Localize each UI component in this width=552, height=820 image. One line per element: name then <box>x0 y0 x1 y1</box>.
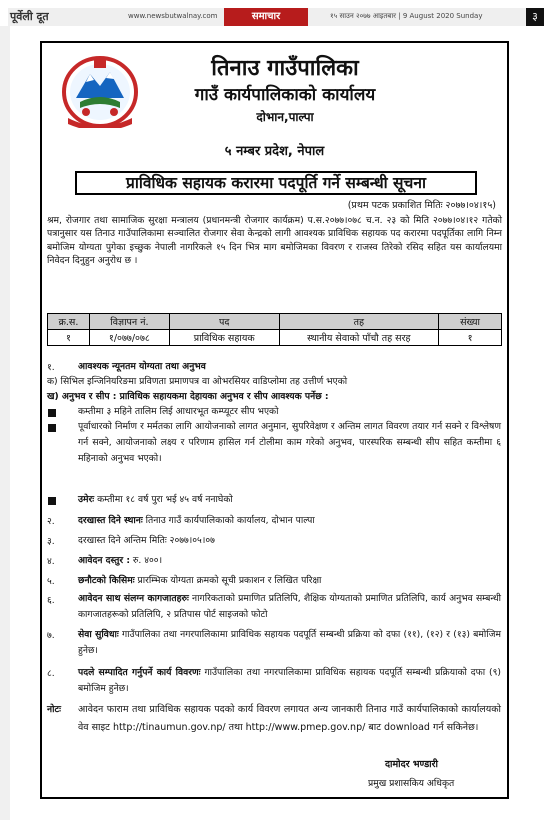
table-cell: १ <box>439 330 502 346</box>
bullet-icon <box>48 409 56 417</box>
office-address: दोभान,पाल्पा <box>256 110 314 124</box>
signatory-title: प्रमुख प्रशासकिय अधिकृत <box>368 778 455 789</box>
newspaper-url: www.newsbutwalnay.com <box>128 12 218 20</box>
item-number: ४. <box>47 556 55 567</box>
age-requirement: उमेरः कम्तीमा १८ वर्ष पुरा भई ४५ वर्ष ननाघेको <box>78 494 233 505</box>
qualification-heading: आवश्यक न्यूनतम योग्यता तथा अनुभव <box>78 361 206 372</box>
issue-date: १५ साउन २०७७ आइतबार | 9 August 2020 Sunday <box>330 12 483 20</box>
page-gutter <box>0 26 10 820</box>
skill-bullet-2: पूर्वाधारको निर्माण र मर्मतका लागि आयोजनाको लागत अनुमान, सुपरिवेक्षण र अन्तिम लागत विवरण तयार गर्न सक्ने र विश्लेषण गर्न सक्ने, आयोजनाको लक्ष्य र परिणाम हासिल गर्न टोलीमा काम गरेको अनुभव, पारस्परिक सम्बन्धी सीप सहित कम्तीमा ६ महिनाको अनुभव भएको। <box>78 421 501 464</box>
bullet-icon <box>48 497 56 505</box>
job-description: पदले सम्पादित गर्नुपर्ने कार्य विवरणः गाउँपालिका तथा नगरपालिकामा प्राविधिक सहायक पदपूर्ति सम्बन्धी प्रक्रियाको दफा (९) बमोजिम हुनेछ। <box>78 667 501 694</box>
table-header-cell: पद <box>169 314 279 330</box>
item-number: ६. <box>47 595 55 606</box>
item-number: ८. <box>47 668 55 679</box>
table-cell: स्थानीय सेवाको पाँचौ तह सरह <box>279 330 439 346</box>
page-number: ३ <box>526 8 544 26</box>
newspaper-logo: पूर्वेली दूत <box>10 10 49 23</box>
table-header-cell: संख्या <box>439 314 502 330</box>
vacancy-table <box>47 313 502 346</box>
newspaper-header-bar <box>8 8 544 26</box>
table-header-cell: क्र.स. <box>48 314 90 330</box>
table-header-cell: विज्ञापन नं. <box>89 314 169 330</box>
nepal-emblem-icon <box>62 52 138 128</box>
publication-date: (प्रथम पटक प्रकाशित मितिः २०७७।०४।१५) <box>347 200 496 211</box>
table-row <box>48 330 502 346</box>
qualification-ka: क) सिभिल इन्जिनियरिङमा प्रविणता प्रमाणपत्र वा ओभरसियर वाडिप्लोमा तह उत्तीर्ण भएको <box>47 376 348 387</box>
service-facilities: सेवा सुविधाः गाउँपालिका तथा नगरपालिकामा प्राविधिक सहायक पदपूर्ति सम्बन्धी प्रक्रिया को दफा (११), (१२) र (१३) बमोजिम हुनेछ। <box>78 629 501 656</box>
item-number: १. <box>47 362 55 373</box>
required-documents: आवेदन साथ संलग्न कागजातहरुः नागरिकताको प्रमाणित प्रतिलिपि, शैक्षिक योग्यताको प्रमाणित प्रतिलिपि, कार्य अनुभव सम्बन्धी कागजातहरूको प्रतिलिपि, २ प्रतिपास पोर्ट साइजको फोटो <box>78 593 501 620</box>
qualification-kha: ख) अनुभव र सीप : प्राविधिक सहायकमा देहायका अनुभव र सीप आवश्यक पर्नेछ : <box>47 391 329 402</box>
table-cell: प्राविधिक सहायक <box>169 330 279 346</box>
item-number: ३. <box>47 536 55 547</box>
table-header-cell: तह <box>279 314 439 330</box>
note-label: नोटः <box>47 704 61 715</box>
bullet-icon <box>48 424 56 432</box>
notice-title: प्राविधिक सहायक करारमा पदपूर्ति गर्ने सम्बन्धी सूचना <box>75 171 477 195</box>
selection-method: छनौटको किसिमः प्रारम्भिक योग्यता क्रमको सूची प्रकाशन र लिखित परिक्षा <box>78 575 322 586</box>
table-cell: १ <box>48 330 90 346</box>
note-text: आवेदन फाराम तथा प्राविधिक सहायक पदको कार्य विवरण लगायत अन्य जानकारी तिनाउ गाउँ कार्यपालिकाको कार्यालयको वेव साइट http://tinaumun.gov.np/ तथा http://www.pmep.gov.np/ बाट download गर्न सकिनेछ। <box>78 704 501 733</box>
signatory-name: दामोदर भण्डारी <box>385 759 438 770</box>
application-place: दरखास्त दिने स्थानः तिनाउ गाउँ कार्यपालिकाको कार्यालय, दोभान पाल्पा <box>78 515 315 526</box>
application-deadline: दरखास्त दिने अन्तिम मितिः २०७७।०५।०७ <box>78 535 215 546</box>
item-number: ५. <box>47 576 55 587</box>
municipality-name: तिनाउ गाउँपालिका <box>211 56 359 81</box>
item-number: ७. <box>47 630 55 641</box>
application-fee: आवेदन दस्तुर : रु. ४००। <box>78 555 163 566</box>
item-number: २. <box>47 516 55 527</box>
office-name: गाउँ कार्यपालिकाको कार्यालय <box>194 85 376 105</box>
table-cell: १/०७७/०७८ <box>89 330 169 346</box>
province-line: ५ नम्बर प्रदेश, नेपाल <box>224 144 325 159</box>
table-header-row <box>48 314 502 330</box>
skill-bullet-1: कम्तीमा ३ महिने तालिम लिई आधारभूत कम्प्यूटर सीप भएको <box>78 406 279 417</box>
section-label: समाचार <box>224 8 308 26</box>
intro-paragraph: श्रम, रोजगार तथा सामाजिक सुरक्षा मन्त्रालय (प्रधानमन्त्री रोजगार कार्यक्रम) प.स.२०७७।०७८ च.न. २३ को मिति २०७७।०४।१२ गतेको पत्रानुसार यस तिनाउ गाउँपालिकामा सञ्चालित रोजगार सेवा केन्द्रको लागी आवश्यक प्राविधिक सहायक पद करारमा पदपूर्तिका लागि निम्न बमोजिम योग्यता पुगेका इच्छुक नेपाली नागरिकले १५ दिन भित्र माग बमोजिमका विवरण र राजस्व तिरेको रसिद सहित यस कार्यालयमा निवेदन दिनुहुन अनुरोध छ । <box>47 215 502 267</box>
